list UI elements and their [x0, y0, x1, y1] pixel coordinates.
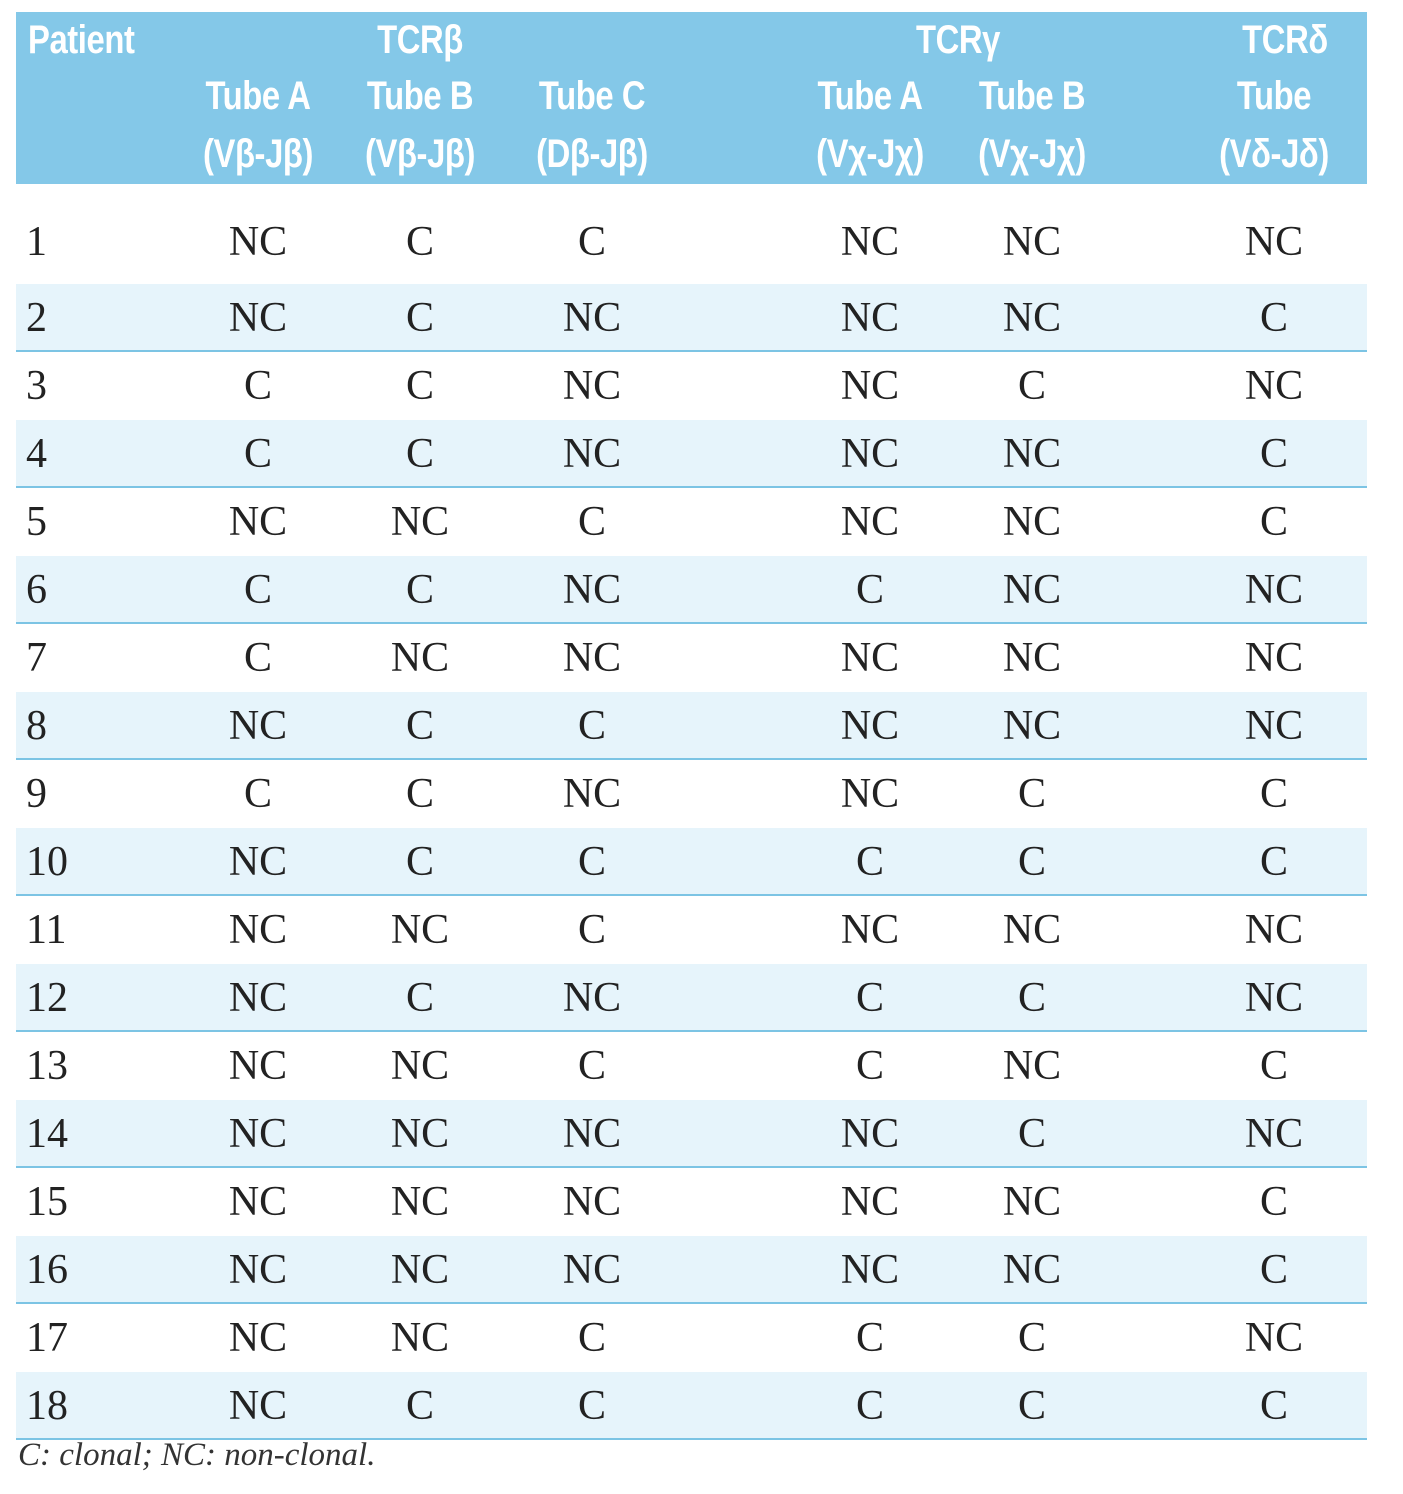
- table-cell: C: [243, 771, 273, 817]
- table-cell: C: [405, 703, 435, 749]
- table-cell: NC: [1244, 907, 1304, 953]
- table-row: [16, 1100, 1367, 1168]
- table-cell: C: [1259, 1179, 1289, 1225]
- table-cell: C: [1259, 431, 1289, 477]
- table-cell: NC: [562, 1179, 622, 1225]
- table-cell: NC: [562, 431, 622, 477]
- table-cell: C: [243, 363, 273, 409]
- table-cell: NC: [840, 295, 900, 341]
- header-col-3-line2: (Dβ-Jβ): [536, 132, 648, 176]
- header-col-5-line1: Tube B: [978, 74, 1086, 118]
- table-cell: NC: [1244, 567, 1304, 613]
- table-cell: NC: [1002, 567, 1062, 613]
- table-cell: C: [855, 1383, 885, 1429]
- table-cell: NC: [562, 975, 622, 1021]
- table-cell: NC: [840, 703, 900, 749]
- table-row: [16, 760, 1367, 828]
- table-cell: NC: [562, 295, 622, 341]
- table-cell: NC: [1244, 219, 1304, 265]
- table-cell: C: [1017, 1383, 1047, 1429]
- table-cell: NC: [390, 1043, 450, 1089]
- header-group-tcrb: TCRβ: [377, 18, 463, 62]
- patient-number: 15: [26, 1179, 68, 1225]
- patient-number: 7: [26, 635, 47, 681]
- table-header: [16, 12, 1367, 184]
- table-cell: C: [1017, 1315, 1047, 1361]
- table-cell: NC: [562, 567, 622, 613]
- table-cell: NC: [1244, 363, 1304, 409]
- table-cell: NC: [228, 1179, 288, 1225]
- table-cell: C: [405, 219, 435, 265]
- table-cell: NC: [390, 635, 450, 681]
- table-cell: C: [855, 839, 885, 885]
- table-cell: C: [577, 703, 607, 749]
- table-row: [16, 200, 1367, 284]
- table-cell: C: [855, 567, 885, 613]
- table-cell: NC: [840, 431, 900, 477]
- table-cell: NC: [840, 1179, 900, 1225]
- patient-number: 13: [26, 1043, 68, 1089]
- table-cell: C: [577, 839, 607, 885]
- table-cell: NC: [1002, 295, 1062, 341]
- patient-number: 11: [26, 907, 67, 953]
- table-cell: C: [243, 567, 273, 613]
- table-cell: C: [1259, 295, 1289, 341]
- table-row: [16, 964, 1367, 1032]
- table-cell: C: [1017, 363, 1047, 409]
- table-cell: NC: [840, 907, 900, 953]
- table-cell: NC: [390, 499, 450, 545]
- table-cell: NC: [228, 1315, 288, 1361]
- table-cell: C: [855, 1315, 885, 1361]
- table-row: [16, 284, 1367, 352]
- table-cell: C: [577, 499, 607, 545]
- table-cell: NC: [1002, 431, 1062, 477]
- table-row: [16, 624, 1367, 692]
- table-cell: NC: [390, 1111, 450, 1157]
- table-row: [16, 828, 1367, 896]
- table-cell: C: [1259, 1043, 1289, 1089]
- table-cell: C: [855, 1043, 885, 1089]
- table-row: [16, 1032, 1367, 1100]
- patient-number: 16: [26, 1247, 68, 1293]
- table-cell: C: [577, 1383, 607, 1429]
- table-cell: NC: [840, 635, 900, 681]
- table-cell: NC: [1244, 635, 1304, 681]
- table-cell: NC: [1244, 1111, 1304, 1157]
- table-cell: NC: [228, 1247, 288, 1293]
- table-cell: NC: [228, 1111, 288, 1157]
- patient-number: 4: [26, 431, 47, 477]
- table-row: [16, 1372, 1367, 1440]
- table-row: [16, 556, 1367, 624]
- table-cell: C: [577, 219, 607, 265]
- table-cell: C: [1017, 1111, 1047, 1157]
- header-col-1-line1: Tube A: [205, 74, 311, 118]
- table-cell: NC: [1002, 1179, 1062, 1225]
- table-cell: C: [405, 839, 435, 885]
- patient-number: 8: [26, 703, 47, 749]
- patient-number: 17: [26, 1315, 68, 1361]
- table-cell: C: [1259, 1247, 1289, 1293]
- table-cell: NC: [390, 1247, 450, 1293]
- table-cell: C: [855, 975, 885, 1021]
- patient-number: 12: [26, 975, 68, 1021]
- table-cell: NC: [1002, 1247, 1062, 1293]
- table-cell: NC: [840, 1247, 900, 1293]
- table-cell: C: [577, 1043, 607, 1089]
- table-cell: NC: [228, 703, 288, 749]
- patient-number: 1: [26, 219, 47, 265]
- table-row: [16, 488, 1367, 556]
- table-cell: NC: [840, 499, 900, 545]
- table-cell: NC: [228, 219, 288, 265]
- table-body: [16, 200, 1367, 1440]
- table-cell: NC: [562, 1111, 622, 1157]
- table-cell: C: [405, 431, 435, 477]
- table-cell: C: [577, 1315, 607, 1361]
- header-col-2-line2: (Vβ-Jβ): [364, 132, 476, 176]
- table-cell: C: [1017, 771, 1047, 817]
- table-cell: C: [1017, 975, 1047, 1021]
- table-cell: C: [1259, 499, 1289, 545]
- header-col-5-line2: (Vχ-Jχ): [978, 132, 1086, 176]
- table-cell: NC: [562, 771, 622, 817]
- table-cell: NC: [390, 1315, 450, 1361]
- table-cell: NC: [1002, 1043, 1062, 1089]
- patient-number: 9: [26, 771, 47, 817]
- table-cell: NC: [1002, 635, 1062, 681]
- table-row: [16, 896, 1367, 964]
- table-cell: NC: [562, 635, 622, 681]
- table-cell: NC: [228, 1043, 288, 1089]
- patient-number: 18: [26, 1383, 68, 1429]
- table-cell: C: [1017, 839, 1047, 885]
- table-cell: NC: [1244, 703, 1304, 749]
- header-group-tcrd: TCRδ: [1242, 18, 1328, 62]
- patient-number: 6: [26, 567, 47, 613]
- table-cell: NC: [228, 907, 288, 953]
- table-cell: C: [405, 295, 435, 341]
- table-cell: NC: [390, 1179, 450, 1225]
- patient-number: 2: [26, 295, 47, 341]
- header-group-tcrg: TCRγ: [915, 18, 1001, 62]
- table-cell: NC: [1002, 907, 1062, 953]
- table-cell: NC: [1002, 219, 1062, 265]
- tcr-clonality-table: [16, 12, 1367, 1440]
- table-cell: C: [405, 1383, 435, 1429]
- patient-number: 10: [26, 839, 68, 885]
- table-cell: NC: [1002, 703, 1062, 749]
- header-col-4-line2: (Vχ-Jχ): [816, 132, 924, 176]
- header-col-3-line1: Tube C: [538, 74, 646, 118]
- table-cell: NC: [1002, 499, 1062, 545]
- table-footnote: C: clonal; NC: non-clonal.: [18, 1437, 376, 1473]
- header-col-6-line2: (Vδ-Jδ): [1219, 132, 1329, 176]
- table-cell: NC: [562, 363, 622, 409]
- table-cell: C: [405, 363, 435, 409]
- table-cell: NC: [1244, 1315, 1304, 1361]
- table-cell: NC: [840, 363, 900, 409]
- table-row: [16, 692, 1367, 760]
- table-row: [16, 1304, 1367, 1372]
- table-row: [16, 1168, 1367, 1236]
- table-cell: NC: [562, 1247, 622, 1293]
- table-cell: C: [405, 975, 435, 1021]
- table-cell: NC: [228, 1383, 288, 1429]
- header-col-2-line1: Tube B: [366, 74, 474, 118]
- table-cell: NC: [840, 771, 900, 817]
- table-row: [16, 1236, 1367, 1304]
- header-col-6-line1: Tube: [1236, 74, 1312, 118]
- table-cell: NC: [228, 295, 288, 341]
- table-cell: NC: [1244, 975, 1304, 1021]
- table-row: [16, 420, 1367, 488]
- patient-number: 3: [26, 363, 47, 409]
- table-cell: C: [243, 635, 273, 681]
- table-cell: C: [243, 431, 273, 477]
- table-cell: C: [405, 771, 435, 817]
- table-cell: C: [577, 907, 607, 953]
- table-row: [16, 352, 1367, 420]
- table-cell: C: [405, 567, 435, 613]
- patient-number: 5: [26, 499, 47, 545]
- table-cell: NC: [228, 839, 288, 885]
- table-cell: C: [1259, 839, 1289, 885]
- table-cell: NC: [228, 499, 288, 545]
- table-cell: NC: [840, 1111, 900, 1157]
- table-cell: C: [1259, 1383, 1289, 1429]
- table-cell: NC: [390, 907, 450, 953]
- header-col-1-line2: (Vβ-Jβ): [202, 132, 314, 176]
- header-col-4-line1: Tube A: [817, 74, 923, 118]
- table-cell: NC: [840, 219, 900, 265]
- table-cell: C: [1259, 771, 1289, 817]
- table-cell: NC: [228, 975, 288, 1021]
- patient-number: 14: [26, 1111, 68, 1157]
- header-patient: Patient: [28, 18, 135, 62]
